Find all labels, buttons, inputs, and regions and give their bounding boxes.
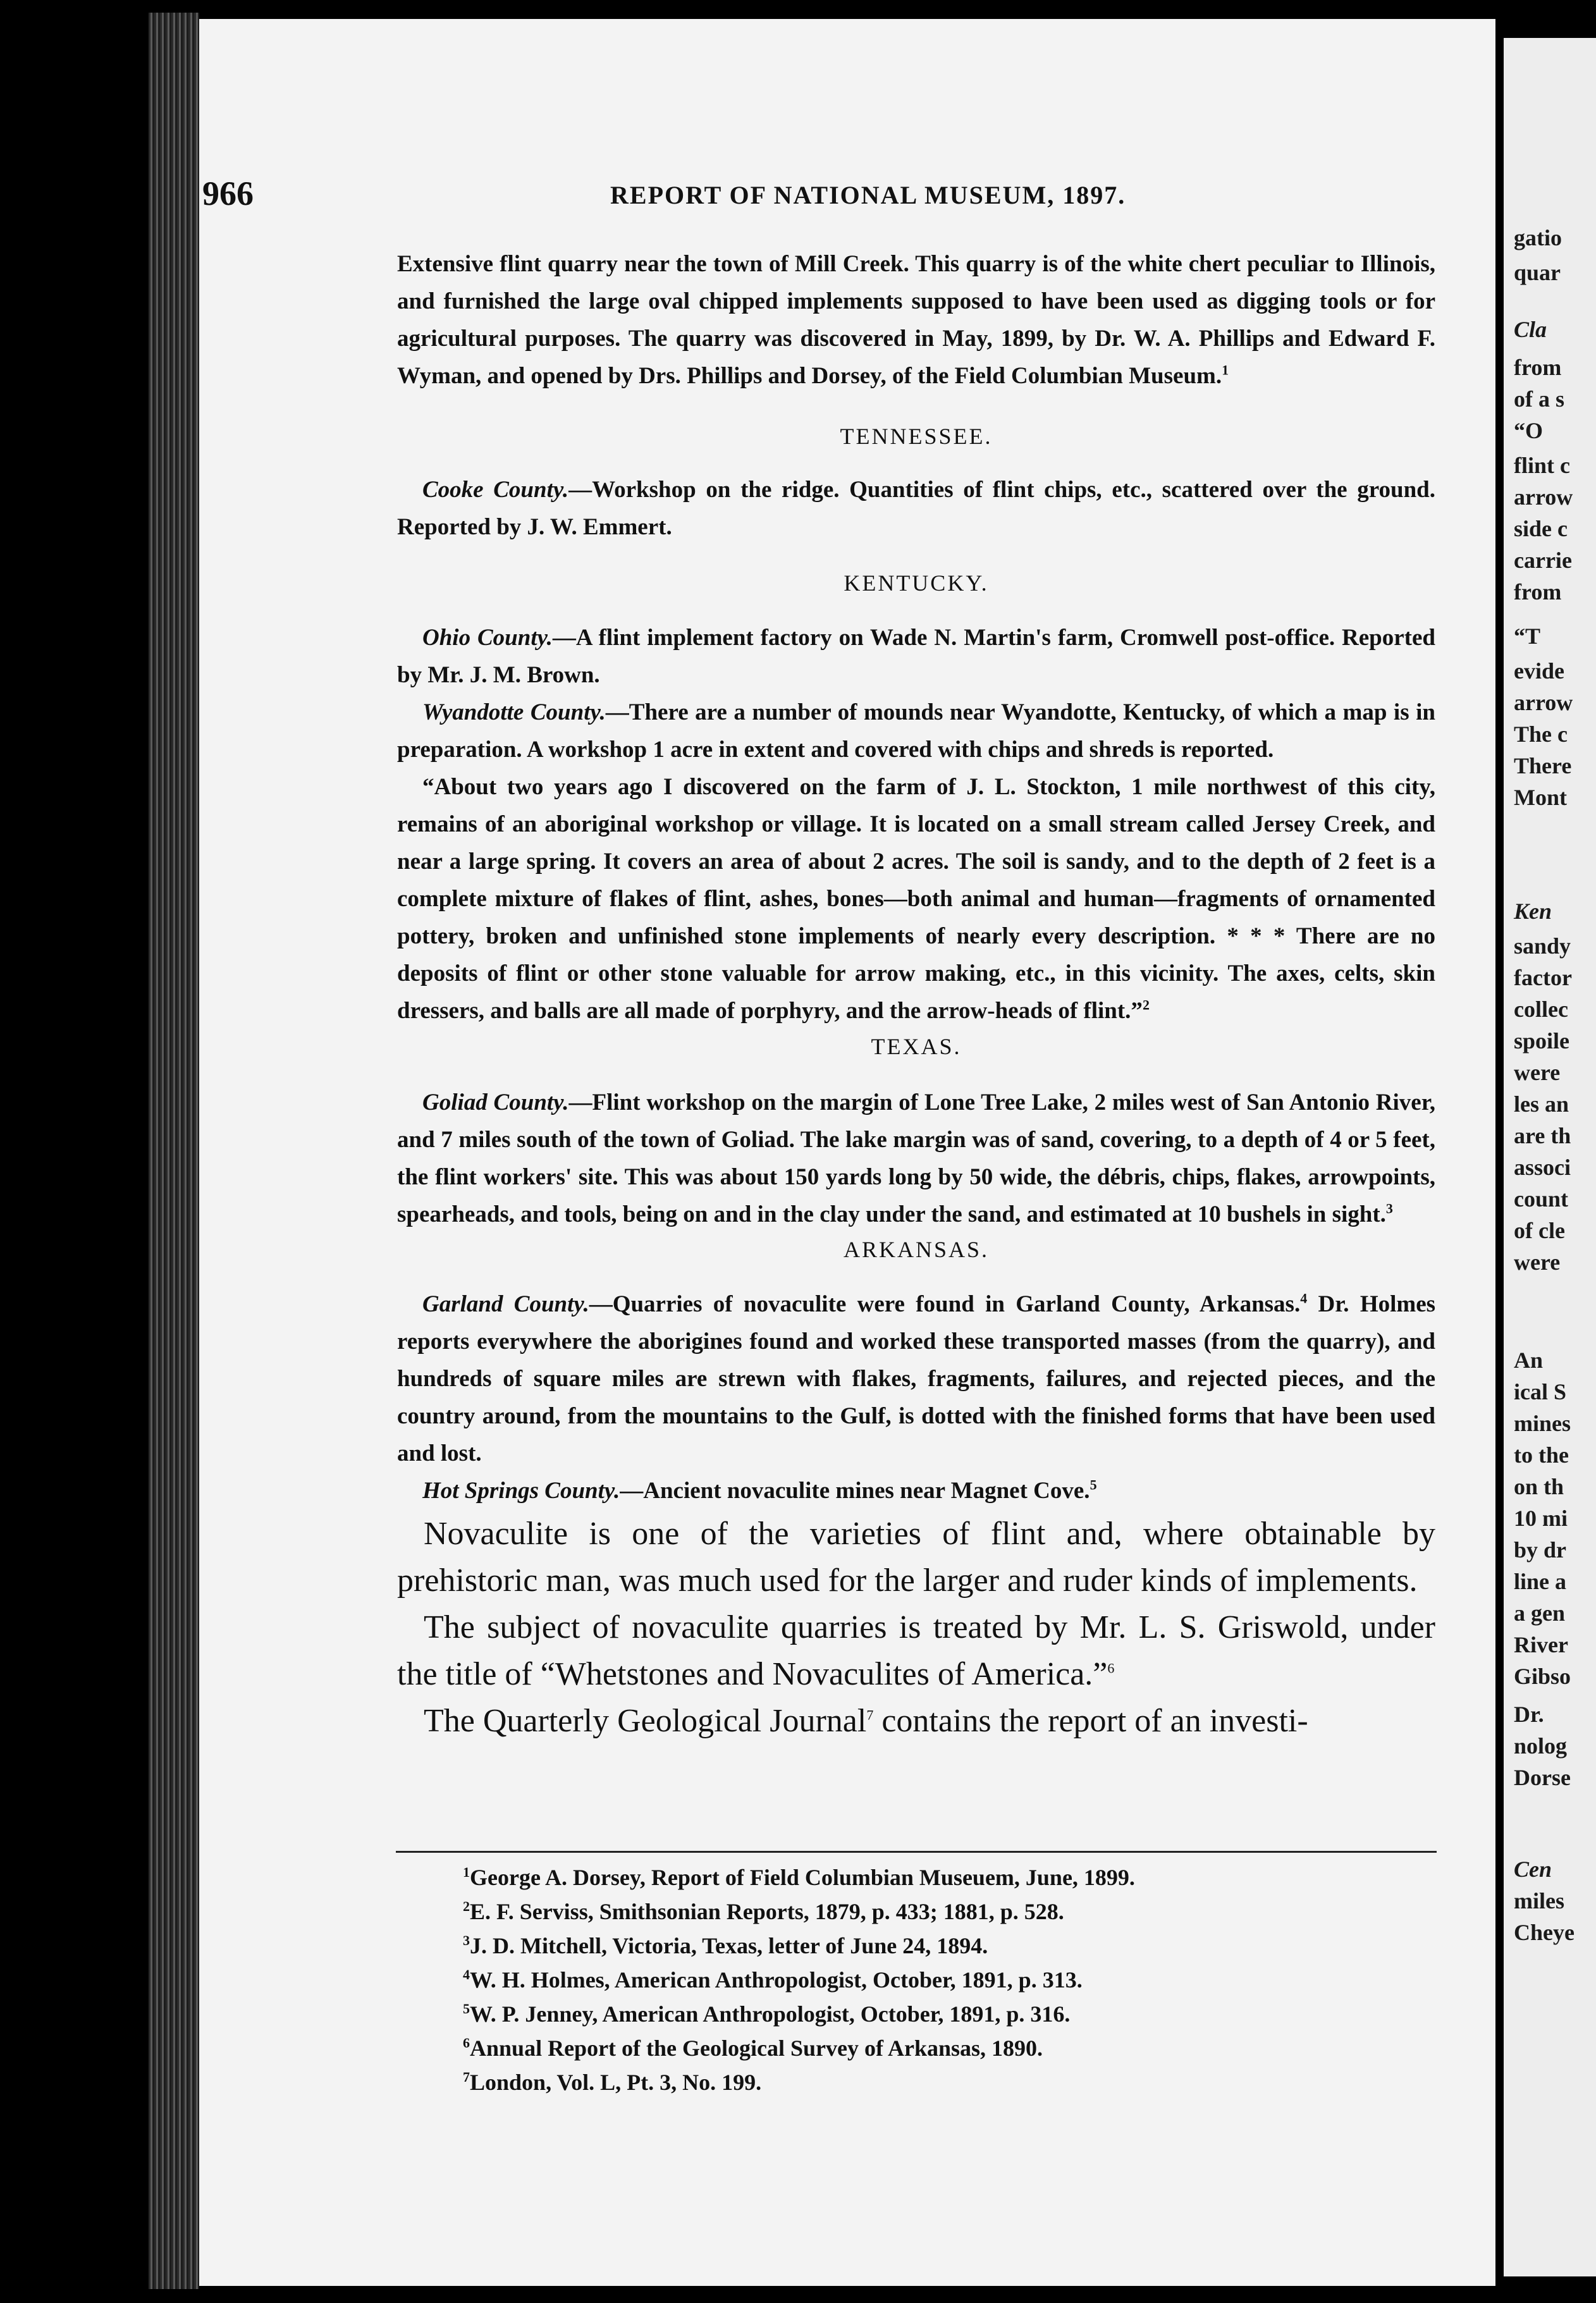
page-number: 966: [202, 175, 254, 212]
footnote-5: [463, 1997, 1411, 2031]
entry-wyandotte-county: [397, 694, 1435, 768]
facing-page-text-fragment: River: [1514, 1632, 1568, 1657]
facing-page-text-fragment: 10 mi: [1514, 1506, 1568, 1531]
entry-text: —Workshop on the ridge. Quantities of flint chips, etc., scattered over the ground. Reported by J. W. Emmert.: [397, 477, 1435, 540]
facing-page-text-fragment: Ken: [1514, 899, 1552, 924]
footnote-text: George A. Dorsey, Report of Field Columbian Museuem, June, 1899.: [470, 1865, 1135, 1890]
footnote-number: 5: [463, 2001, 470, 2017]
facing-page-text-fragment: flint c: [1514, 453, 1570, 478]
facing-page-text-fragment: Cheye: [1514, 1920, 1575, 1945]
intro-text: Extensive flint quarry near the town of Mill Creek. This quarry is of the white chert peculiar to Illinois, and furnished the large oval chipped implements supposed to have been used as digging tools or for agricultural purposes. The quarry was discovered in May, 1899, by Dr. W. A. Phillips and Edward F. Wyman, and opened by Drs. Phillips and Dorsey, of the Field Columbian Museum.: [397, 251, 1435, 389]
facing-page-text-fragment: ical S: [1514, 1379, 1567, 1404]
entry-cooke-county: [397, 471, 1435, 546]
intro-paragraph: [397, 245, 1435, 395]
facing-page-text-fragment: side c: [1514, 516, 1568, 541]
facing-page-text-fragment: count: [1514, 1186, 1569, 1212]
facing-page-text-fragment: to the: [1514, 1442, 1569, 1468]
entry-garland-county: [397, 1286, 1435, 1472]
facing-page-text-fragment: nolog: [1514, 1733, 1568, 1759]
facing-page-text-fragment: carrie: [1514, 548, 1572, 573]
page-stack-edge: [149, 13, 199, 2289]
footnote-ref: 3: [1385, 1200, 1393, 1217]
county-name: Garland County.: [422, 1291, 589, 1317]
facing-page-text-fragment: mines: [1514, 1411, 1571, 1436]
section-heading-texas: TEXAS.: [871, 1034, 962, 1059]
stockton-quote: [397, 768, 1435, 1029]
facing-page-text-fragment: collec: [1514, 997, 1568, 1022]
footnote-ref: 7: [866, 1707, 874, 1723]
section-heading-kentucky: KENTUCKY.: [844, 570, 989, 596]
county-name: Wyandotte County.: [422, 699, 606, 725]
section-heading-tennessee: TENNESSEE.: [840, 424, 993, 449]
facing-page-text-fragment: Dr.: [1514, 1702, 1544, 1727]
footnote-number: 7: [463, 2069, 470, 2085]
footnote-text: J. D. Mitchell, Victoria, Texas, letter of June 24, 1894.: [470, 1933, 988, 1958]
county-name: Ohio County.: [422, 625, 553, 651]
entry-hot-springs-county: [397, 1472, 1435, 1509]
facing-page-text-fragment: on th: [1514, 1474, 1564, 1499]
griswold-text: The subject of novaculite quarries is treated by Mr. L. S. Griswold, under the title of “Whetstones and Novaculites of America.”: [397, 1609, 1435, 1692]
facing-page-text-fragment: sandy: [1514, 933, 1571, 959]
footnote-number: 2: [463, 1898, 470, 1914]
facing-page-text-fragment: of a s: [1514, 386, 1564, 412]
entry-text: —Quarries of novaculite were found in Garland County, Arkansas.: [589, 1291, 1301, 1317]
facing-page-text-fragment: of cle: [1514, 1218, 1565, 1243]
entry-text: —There are a number of mounds near Wyandotte, Kentucky, of which a map is in preparation. A workshop 1 acre in extent and covered with chips and shreds is reported.: [397, 699, 1435, 763]
book-spine-edge: [0, 0, 145, 2303]
facing-page-text-fragment: were: [1514, 1250, 1561, 1275]
facing-page-text-fragment: There: [1514, 753, 1572, 778]
facing-page-text-fragment: Dorse: [1514, 1765, 1571, 1790]
facing-page-text-fragment: Cla: [1514, 317, 1547, 342]
footnote-number: 4: [463, 1967, 470, 1982]
journal-text-end: contains the report of an investi-: [873, 1703, 1308, 1739]
footnote-text: W. P. Jenney, American Anthropologist, October, 1891, p. 316.: [470, 2001, 1071, 2027]
footnote-ref: 4: [1300, 1290, 1308, 1306]
facing-page-text-fragment: les an: [1514, 1091, 1569, 1117]
entry-text: —Flint workshop on the margin of Lone Tree Lake, 2 miles west of San Antonio River, and 7 miles south of the town of Goliad. The lake margin was of sand, covering, to a depth of 4 or 5 feet, the flint workers' site. This was about 150 yards long by 50 wide, the débris, chips, flakes, arrowpoints, spearheads, and tools, being on and in the clay under the sand, and estimated at 10 bushels in sight.: [397, 1090, 1435, 1227]
facing-page-text-fragment: from: [1514, 355, 1562, 380]
facing-page-text-fragment: The c: [1514, 722, 1568, 747]
facing-page-text-fragment: Mont: [1514, 785, 1567, 810]
footnote-number: 1: [463, 1864, 470, 1880]
journal-paragraph: [397, 1698, 1435, 1745]
facing-page-text-fragment: were: [1514, 1060, 1561, 1085]
section-heading-arkansas: ARKANSAS.: [843, 1237, 990, 1262]
footnote-6: [463, 2031, 1411, 2065]
facing-page-text-fragment: miles: [1514, 1888, 1564, 1913]
facing-page-text-fragment: arrow: [1514, 690, 1573, 715]
facing-page-text-fragment: “O: [1514, 418, 1544, 443]
entry-text: —A flint implement factory on Wade N. Martin's farm, Cromwell post-office. Reported by Mr. J. M. Brown.: [397, 625, 1435, 688]
griswold-paragraph: [397, 1604, 1435, 1698]
footnote-3: [463, 1929, 1411, 1963]
entry-text-continued: Dr. Holmes reports everywhere the aborigines found and worked these transported masses (from the quarry), and hundreds of square miles are strewn with flakes, fragments, failures, and rejected pieces, and the country around, from the mountains to the Gulf, is dotted with the finished forms that have been used and lost.: [397, 1291, 1436, 1466]
journal-text: The Quarterly Geological Journal: [424, 1703, 867, 1739]
facing-page-text-fragment: gatio: [1514, 225, 1562, 250]
entry-ohio-county: [397, 619, 1435, 694]
footnote-text: Annual Report of the Geological Survey of Arkansas, 1890.: [470, 2036, 1043, 2061]
facing-page-text-fragment: are th: [1514, 1123, 1571, 1148]
facing-page-text-fragment: arrow: [1514, 484, 1573, 510]
facing-page-text-fragment: by dr: [1514, 1537, 1567, 1563]
footnote-text: London, Vol. L, Pt. 3, No. 199.: [470, 2070, 762, 2095]
facing-page-text-fragment: factor: [1514, 965, 1572, 990]
facing-page-text-fragment: evide: [1514, 658, 1564, 684]
facing-page-text-fragment: line a: [1514, 1569, 1567, 1594]
facing-page-text-fragment: spoile: [1514, 1028, 1570, 1053]
adjacent-page-fragment: [1504, 38, 1596, 2276]
facing-page-text-fragment: An: [1514, 1348, 1544, 1373]
footnotes: [463, 1860, 1411, 2099]
entry-goliad-county: [397, 1084, 1435, 1233]
footnote-ref: 5: [1090, 1477, 1097, 1493]
footnote-number: 3: [463, 1932, 470, 1948]
footnote-2: [463, 1895, 1411, 1929]
facing-page-text-fragment: quar: [1514, 260, 1561, 285]
page-body: [397, 245, 1435, 1745]
footnote-1: [463, 1860, 1411, 1895]
quote-text: “About two years ago I discovered on the farm of J. L. Stockton, 1 mile northwest of this city, remains of an aboriginal workshop or village. It is located on a small stream called Jersey Creek, and near a large spring. It covers an area of about 2 acres. The soil is sandy, and to the depth of 2 feet is a complete mixture of flakes of flint, ashes, bones—both animal and human—fragments of ornamented pottery, broken and unfinished stone implements of nearly every description. * * * There are no deposits of flint or other stone valuable for arrow making, etc., in this vicinity. The axes, celts, skin dressers, and balls are all made of porphyry, and the arrow-heads of flint.”: [397, 774, 1435, 1024]
running-head: REPORT OF NATIONAL MUSEUM, 1897.: [610, 181, 1126, 209]
facing-page-text-fragment: “T: [1514, 623, 1541, 649]
footnote-ref: 6: [1107, 1660, 1115, 1676]
facing-page-text-fragment: associ: [1514, 1155, 1571, 1180]
facing-page-text-fragment: a gen: [1514, 1600, 1565, 1626]
county-name: Cooke County.: [422, 477, 569, 503]
footnote-number: 6: [463, 2035, 470, 2051]
facing-page-text-fragment: Cen: [1514, 1857, 1552, 1882]
footnote-text: E. F. Serviss, Smithsonian Reports, 1879, p. 433; 1881, p. 528.: [470, 1899, 1064, 1924]
county-name: Hot Springs County.: [422, 1478, 620, 1504]
entry-text: —Ancient novaculite mines near Magnet Cove.: [620, 1478, 1090, 1504]
novaculite-paragraph: Novaculite is one of the varieties of flint and, where obtainable by prehistoric man, was much used for the larger and ruder kinds of implements.: [397, 1516, 1435, 1599]
county-name: Goliad County.: [422, 1090, 569, 1115]
footnote-text: W. H. Holmes, American Anthropologist, October, 1891, p. 313.: [470, 1967, 1083, 1993]
facing-page-text-fragment: Gibso: [1514, 1664, 1571, 1689]
footnote-ref: 1: [1222, 362, 1229, 378]
footnote-4: [463, 1963, 1411, 1997]
footnote-rule: [396, 1851, 1437, 1853]
footnote-ref: 2: [1142, 997, 1150, 1013]
facing-page-text-fragment: from: [1514, 579, 1562, 605]
footnote-7: [463, 2065, 1411, 2099]
